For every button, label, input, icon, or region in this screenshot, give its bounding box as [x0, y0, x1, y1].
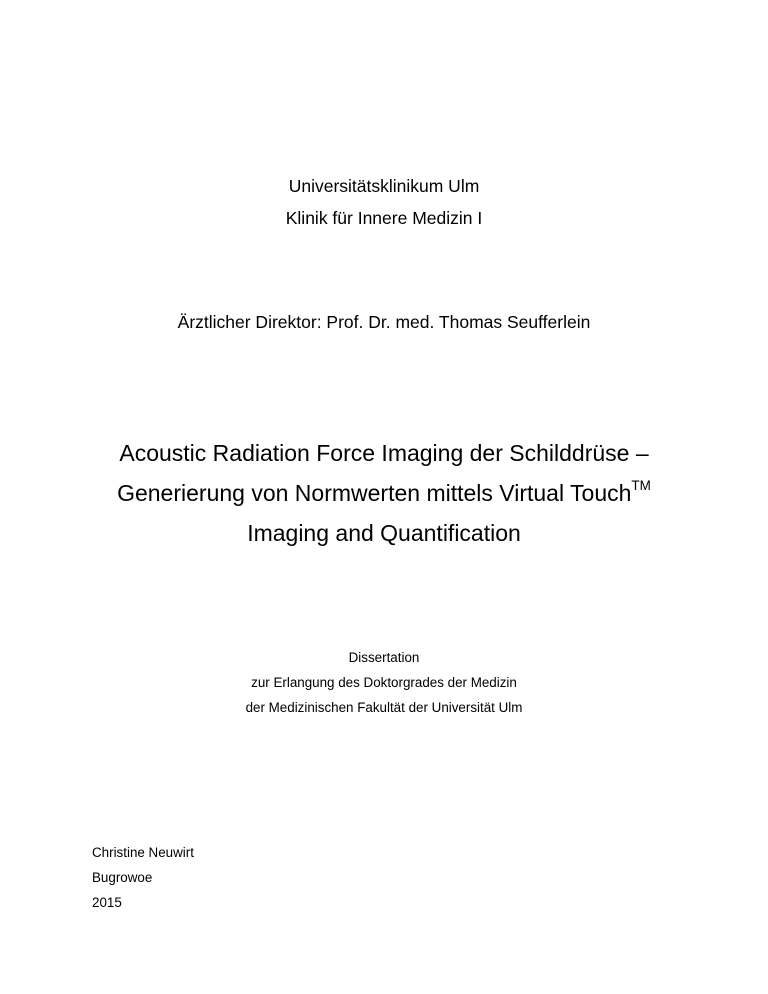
thesis-title-line-1: Acoustic Radiation Force Imaging der Schilddrüse –	[119, 440, 649, 466]
thesis-title-line-2-text: Generierung von Normwerten mittels Virtual Touch	[117, 480, 632, 506]
university-hospital-name: Universitätsklinikum Ulm	[288, 176, 480, 196]
institution-block	[0, 170, 768, 234]
dissertation-block	[0, 645, 768, 720]
dissertation-label: Dissertation	[348, 650, 420, 665]
medical-director: Ärztlicher Direktor: Prof. Dr. med. Thomas Seufferlein	[177, 312, 591, 332]
author-name: Christine Neuwirt	[92, 845, 194, 860]
author-birthplace: Bugrowoe	[92, 870, 153, 885]
director-block	[0, 306, 768, 338]
clinic-name: Klinik für Innere Medizin I	[285, 208, 483, 228]
dissertation-faculty: der Medizinischen Fakultät der Universität Ulm	[245, 700, 523, 715]
thesis-title-line-2	[0, 473, 768, 513]
trademark-symbol: TM	[631, 478, 651, 493]
dissertation-purpose: zur Erlangung des Doktorgrades der Medizin	[251, 675, 517, 690]
thesis-title	[0, 433, 768, 553]
publication-year: 2015	[92, 895, 122, 910]
thesis-title-line-3: Imaging and Quantification	[247, 520, 521, 546]
author-block	[92, 840, 194, 915]
